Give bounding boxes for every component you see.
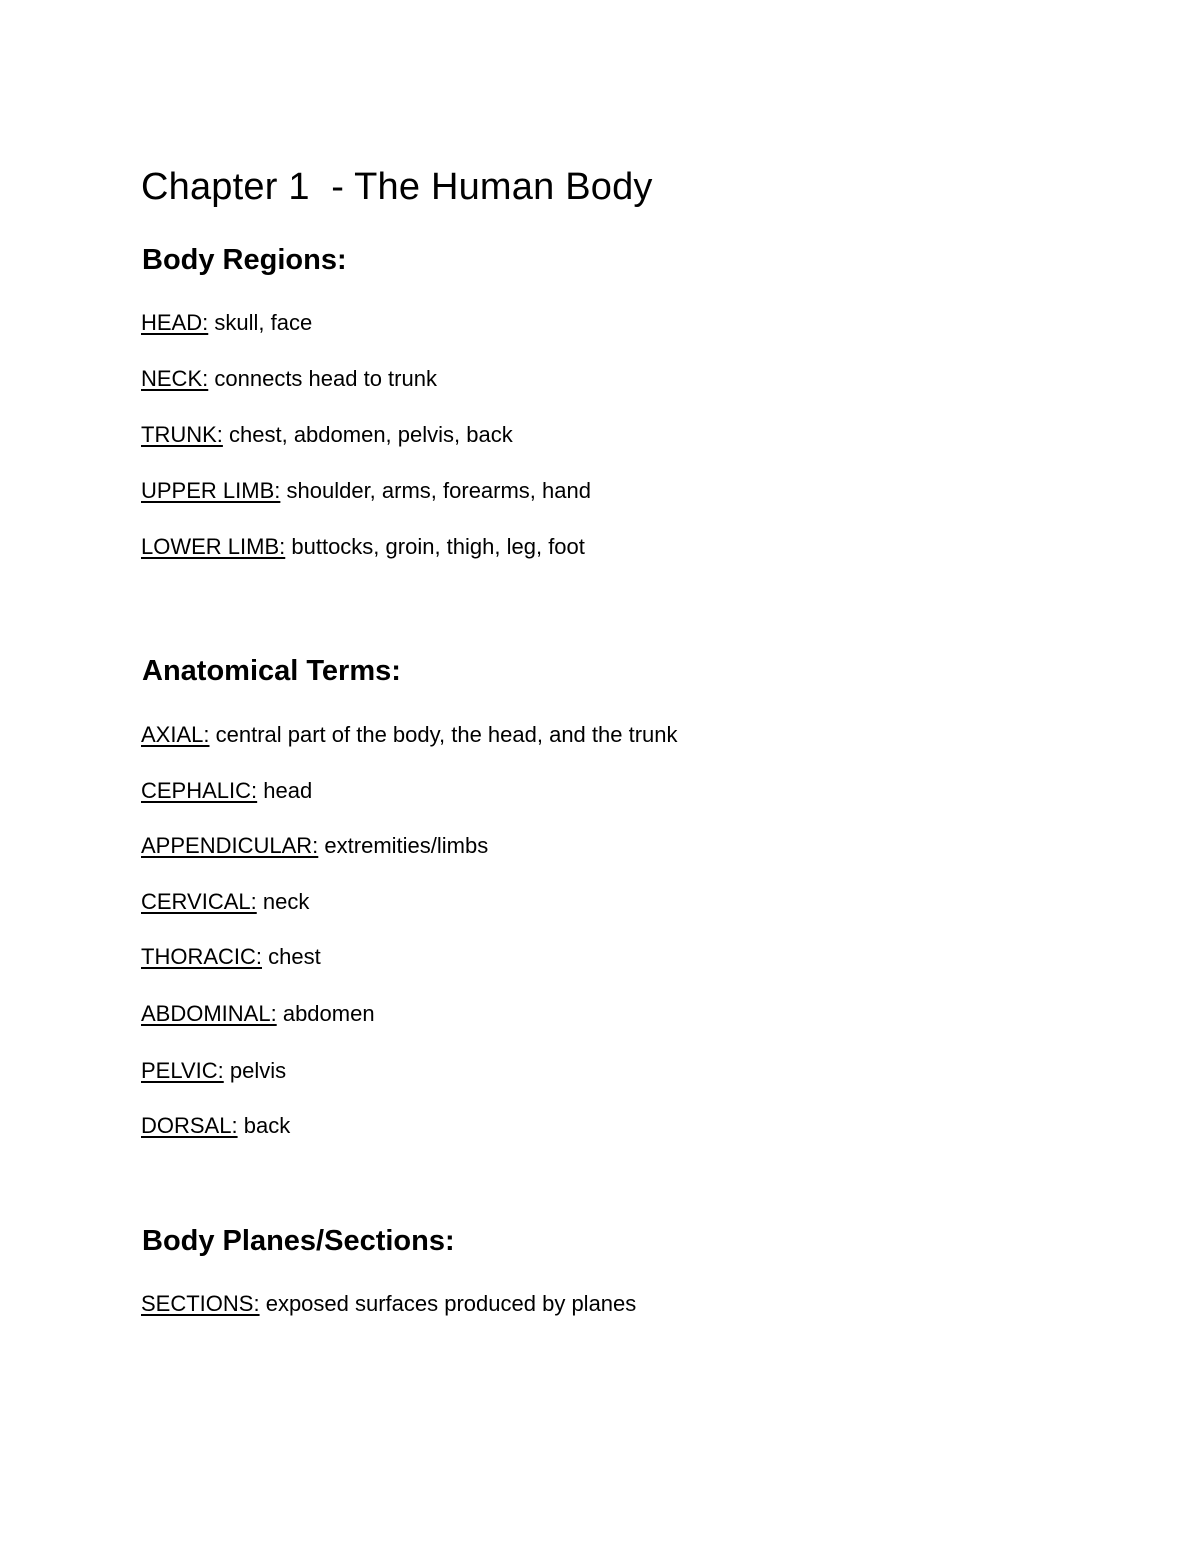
entry-term: CEPHALIC: (141, 778, 258, 803)
entry-term: THORACIC: (141, 944, 262, 969)
entry-definition: buttocks, groin, thigh, leg, foot (291, 534, 585, 559)
entry-definition: central part of the body, the head, and the trunk (215, 722, 678, 747)
section-heading-body-planes: Body Planes/Sections: (142, 1225, 455, 1257)
entry-axial (141, 722, 678, 748)
entry-term: APPENDICULAR: (141, 833, 319, 858)
entry-term: NECK: (141, 366, 209, 391)
entry-definition: chest (268, 944, 321, 969)
entry-definition: extremities/limbs (324, 833, 489, 858)
entry-term: UPPER LIMB: (141, 478, 281, 503)
entry-cervical (141, 889, 309, 915)
entry-definition: pelvis (229, 1058, 287, 1083)
entry-definition: skull, face (214, 310, 313, 335)
entry-term: ABDOMINAL: (141, 1001, 277, 1026)
entry-abdominal (141, 1001, 375, 1027)
entry-head (141, 310, 312, 336)
entry-definition: abdomen (282, 1001, 375, 1026)
entry-sections (141, 1291, 636, 1317)
entry-term: AXIAL: (141, 722, 210, 747)
entry-dorsal (141, 1113, 290, 1139)
entry-definition: chest, abdomen, pelvis, back (229, 422, 513, 447)
entry-definition: head (263, 778, 313, 803)
entry-term: PELVIC: (141, 1058, 224, 1083)
entry-definition: neck (262, 889, 310, 914)
entry-thoracic (141, 944, 321, 970)
entry-definition: exposed surfaces produced by planes (265, 1291, 637, 1316)
entry-definition: shoulder, arms, forearms, hand (286, 478, 591, 503)
entry-term: LOWER LIMB: (141, 534, 286, 559)
entry-neck (141, 366, 437, 392)
entry-term: CERVICAL: (141, 889, 257, 914)
entry-definition: connects head to trunk (214, 366, 437, 391)
entry-appendicular (141, 833, 488, 859)
entry-lower-limb (141, 534, 585, 560)
page-title: Chapter 1 - The Human Body (141, 166, 653, 208)
entry-trunk (141, 422, 513, 448)
entry-definition: back (243, 1113, 291, 1138)
entry-cephalic (141, 778, 312, 804)
entry-term: SECTIONS: (141, 1291, 260, 1316)
entry-upper-limb (141, 478, 591, 504)
entry-pelvic (141, 1058, 286, 1084)
section-heading-anatomical-terms: Anatomical Terms: (142, 655, 401, 687)
section-heading-body-regions: Body Regions: (142, 244, 347, 276)
entry-term: DORSAL: (141, 1113, 238, 1138)
entry-term: TRUNK: (141, 422, 223, 447)
entry-term: HEAD: (141, 310, 209, 335)
